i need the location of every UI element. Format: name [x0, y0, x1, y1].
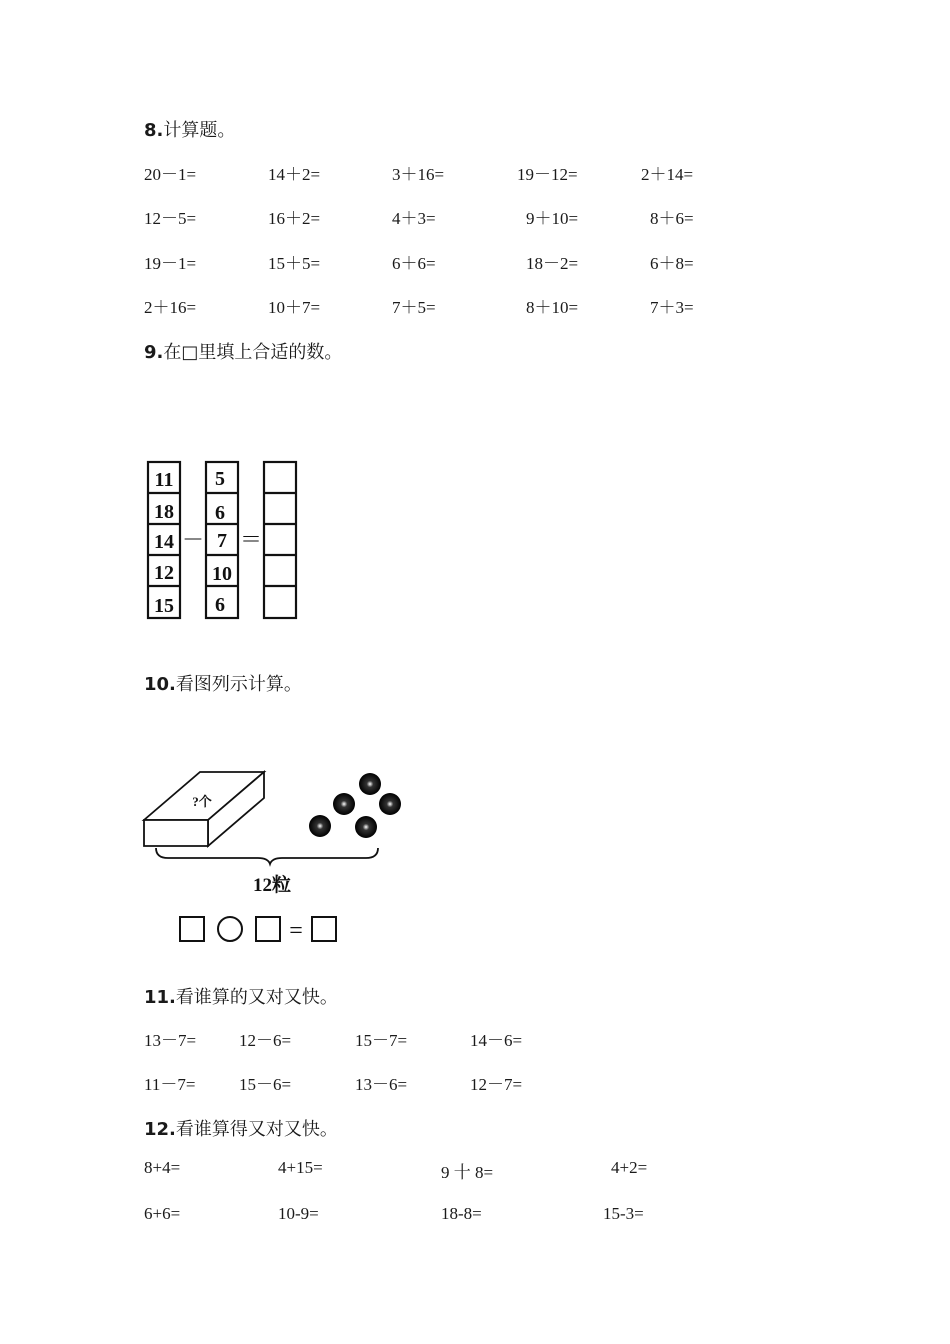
q8-number: 8. — [144, 120, 164, 141]
q8-cell: 3＋16= — [392, 165, 445, 184]
q11-title-text: 看谁算的又对又快。 — [175, 987, 338, 1008]
q8-row-4 — [0, 293, 950, 317]
q10-title — [144, 670, 302, 696]
q12-cell: 4+2= — [611, 1158, 648, 1177]
q8-cell: 6＋8= — [650, 254, 694, 273]
q11-title — [144, 983, 338, 1009]
q9-number: 9. — [144, 342, 164, 363]
subtrahend-cell: 5 — [215, 468, 225, 490]
q11-cell: 13－7= — [144, 1031, 197, 1050]
q12-cell: 18-8= — [441, 1204, 482, 1223]
q8-cell: 15＋5= — [268, 254, 321, 273]
q12-row-2 — [0, 1204, 950, 1228]
q8-cell: 2＋16= — [144, 298, 197, 317]
q12-cell: 6+6= — [144, 1204, 181, 1223]
minus-sign: － — [181, 527, 205, 552]
q11-cell: 14－6= — [470, 1031, 523, 1050]
answer-box — [180, 917, 204, 941]
ball-icon — [379, 793, 401, 815]
q8-cell: 6＋6= — [392, 254, 436, 273]
q11-row-1 — [0, 1026, 950, 1050]
ball-icon — [333, 793, 355, 815]
minuend-cell: 14 — [154, 531, 174, 553]
q11-cell: 12－6= — [239, 1031, 292, 1050]
q9-title-text: 在□里填上合适的数。 — [163, 342, 343, 363]
q8-cell: 19－1= — [144, 254, 197, 273]
q8-cell: 14＋2= — [268, 165, 321, 184]
subtrahend-cell: 7 — [217, 530, 227, 552]
q8-cell: 9＋10= — [526, 209, 579, 228]
q8-cell: 12－5= — [144, 209, 197, 228]
q11-cell: 13－6= — [355, 1075, 408, 1094]
q8-cell: 7＋5= — [392, 298, 436, 317]
equation-equals: = — [289, 918, 303, 944]
q11-row-2 — [0, 1070, 950, 1094]
q10-number: 10. — [144, 674, 176, 695]
subtrahend-cell: 6 — [215, 594, 225, 616]
total-label: 12粒 — [252, 875, 292, 896]
minuend-cell: 15 — [154, 595, 174, 617]
q8-row-1 — [0, 160, 950, 184]
q8-cell: 10＋7= — [268, 298, 321, 317]
q8-cell: 19－12= — [517, 165, 578, 184]
q12-cell: 8+4= — [144, 1158, 181, 1177]
q8-cell: 8＋10= — [526, 298, 579, 317]
subtrahend-cell: 6 — [215, 502, 225, 524]
q11-cell: 11－7= — [144, 1075, 196, 1094]
ball-icon — [355, 816, 377, 838]
q11-cell: 15－6= — [239, 1075, 292, 1094]
brace-icon — [156, 848, 378, 864]
minuend-cell: 11 — [154, 469, 174, 491]
ball-icon — [309, 815, 331, 837]
q8-title-text: 计算题。 — [163, 120, 236, 141]
q11-number: 11. — [144, 987, 176, 1008]
q12-cell: 10-9= — [278, 1204, 319, 1223]
minuend-cell: 12 — [154, 562, 174, 584]
answer-box — [256, 917, 280, 941]
box-illustration — [144, 772, 264, 846]
operator-circle — [218, 917, 242, 941]
q12-row-1 — [0, 1158, 950, 1182]
q8-cell: 18－2= — [526, 254, 579, 273]
q12-number: 12. — [144, 1119, 176, 1140]
q8-row-3 — [0, 249, 950, 273]
q12-title — [144, 1115, 338, 1141]
q8-title — [144, 116, 235, 142]
q8-row-2 — [0, 204, 950, 228]
q12-cell: 9 十 8= — [441, 1163, 494, 1182]
answer-box — [312, 917, 336, 941]
q12-cell: 15-3= — [603, 1204, 644, 1223]
q8-cell: 8＋6= — [650, 209, 694, 228]
q10-figure — [140, 766, 410, 946]
box-label: ?个 — [192, 794, 212, 809]
q11-cell: 12－7= — [470, 1075, 523, 1094]
ball-icon — [359, 773, 381, 795]
q12-title-text: 看谁算得又对又快。 — [175, 1119, 338, 1140]
q10-title-text: 看图列示计算。 — [175, 674, 302, 695]
q8-cell: 2＋14= — [641, 165, 694, 184]
minuend-cell: 18 — [154, 501, 174, 523]
q8-cell: 4＋3= — [392, 209, 436, 228]
q8-cell: 16＋2= — [268, 209, 321, 228]
equals-sign: ＝ — [239, 527, 263, 552]
q11-cell: 15－7= — [355, 1031, 408, 1050]
q12-cell: 4+15= — [278, 1158, 323, 1177]
q8-cell: 20－1= — [144, 165, 197, 184]
q8-cell: 7＋3= — [650, 298, 694, 317]
subtrahend-cell: 10 — [212, 563, 232, 585]
q9-subtraction-figure — [140, 456, 310, 626]
q9-title — [144, 338, 342, 364]
